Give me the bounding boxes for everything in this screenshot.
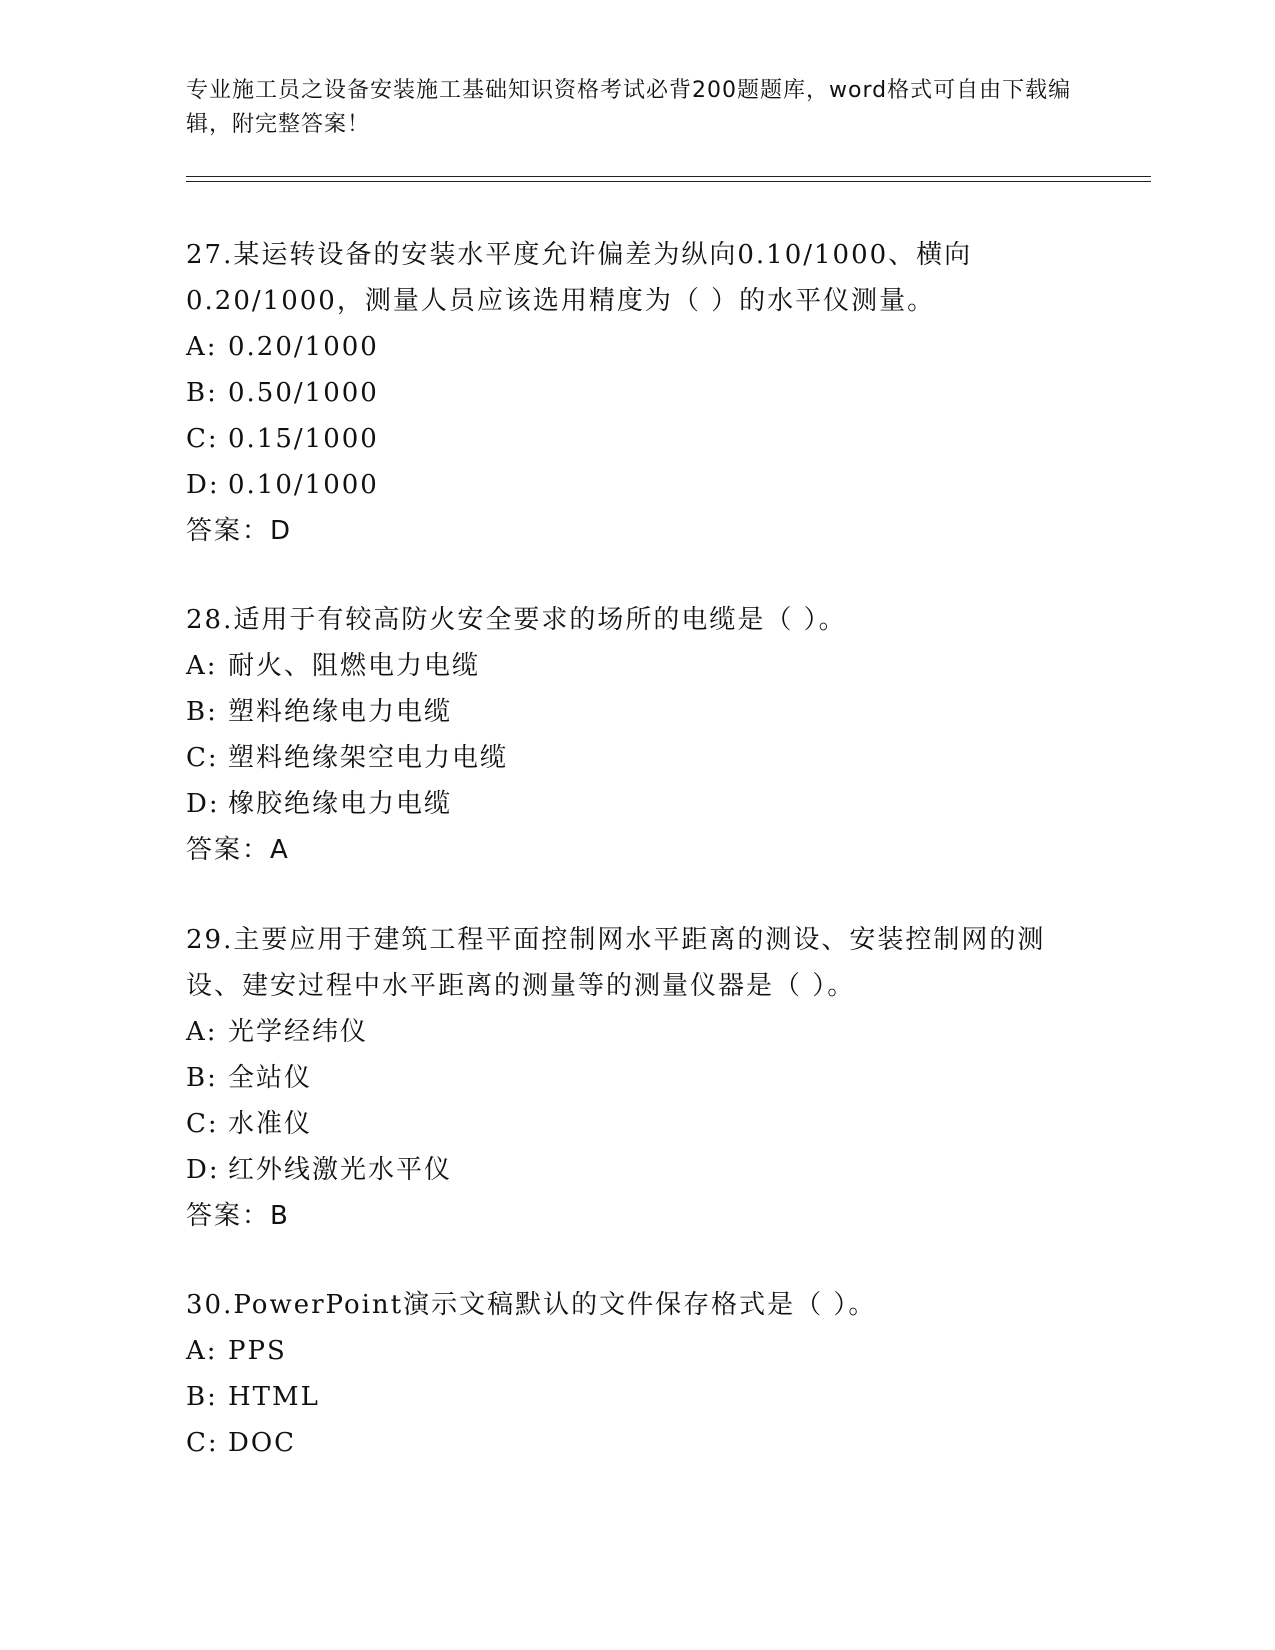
option-a [186,324,1086,370]
question-stem: 28.适用于有较高防火安全要求的场所的电缆是（ ）。 [186,605,847,635]
option-key: A: [186,1336,218,1366]
option-d [186,462,1086,508]
option-text: 光学经纬仪 [228,1017,369,1047]
option-key: B: [186,697,218,727]
option-a [186,1009,1086,1055]
question-30 [186,1282,1086,1466]
option-b [186,1055,1086,1101]
option-b [186,1374,1086,1420]
document-header: 专业施工员之设备安装施工基础知识资格考试必背200题题库，word格式可自由下载编辑，附完整答案！ [186,78,1072,137]
option-text: 0.50/1000 [228,378,379,408]
option-d [186,1147,1086,1193]
option-c [186,1420,1086,1466]
question-27 [186,232,1086,554]
question-28 [186,597,1086,873]
option-key: D: [186,1155,220,1185]
option-text: 耐火、阻燃电力电缆 [228,651,481,681]
option-key: A: [186,651,218,681]
option-key: A: [186,332,218,362]
option-key: D: [186,470,220,500]
option-a [186,1328,1086,1374]
option-text: 塑料绝缘架空电力电缆 [228,743,509,773]
option-text: 全站仪 [228,1063,313,1093]
answer-line: 答案：D [186,516,293,546]
answer-line: 答案：B [186,1201,290,1231]
answer-line: 答案：A [186,835,290,865]
question-stem: 27.某运转设备的安装水平度允许偏差为纵向0.10/1000、横向0.20/1000，测量人员应该选用精度为（ ）的水平仪测量。 [186,240,973,316]
option-text: 0.10/1000 [228,470,379,500]
option-key: C: [186,743,219,773]
option-key: B: [186,378,218,408]
option-text: PPS [228,1336,287,1366]
question-stem: 29.主要应用于建筑工程平面控制网水平距离的测设、安装控制网的测设、建安过程中水平距离的测量等的测量仪器是（ ）。 [186,925,1046,1001]
option-b [186,370,1086,416]
option-b [186,689,1086,735]
option-key: B: [186,1382,218,1412]
header-divider-bottom [186,181,1151,182]
question-29 [186,917,1086,1239]
option-c [186,416,1086,462]
header-divider-top [186,176,1151,177]
option-text: DOC [228,1428,297,1458]
option-text: 0.15/1000 [228,424,379,454]
option-text: 红外线激光水平仪 [228,1155,453,1185]
option-c [186,1101,1086,1147]
option-a [186,643,1086,689]
option-key: C: [186,1109,219,1139]
option-text: 0.20/1000 [228,332,379,362]
option-text: 橡胶绝缘电力电缆 [228,789,453,819]
option-text: HTML [228,1382,320,1412]
option-key: D: [186,789,220,819]
option-key: A: [186,1017,218,1047]
question-stem: 30.PowerPoint演示文稿默认的文件保存格式是（ ）。 [186,1290,877,1320]
option-key: B: [186,1063,218,1093]
option-c [186,735,1086,781]
option-key: C: [186,1428,219,1458]
option-d [186,781,1086,827]
option-text: 塑料绝缘电力电缆 [228,697,453,727]
option-text: 水准仪 [228,1109,313,1139]
option-key: C: [186,424,219,454]
